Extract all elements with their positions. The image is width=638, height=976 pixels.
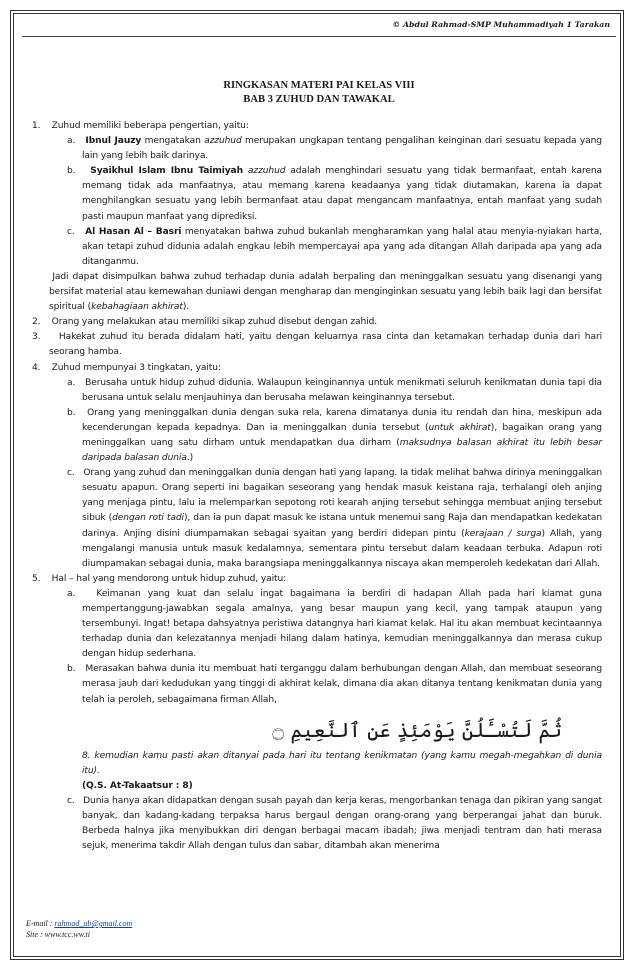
section-3: 3. Hakekat zuhud itu berada didalam hati, yaitu dengan keluarnya rasa cinta dan ketamakan terhadap dunia dari hari seorang hamba. bbox=[32, 332, 603, 358]
section-1-a: a. Ibnul Jauzy mengatakan azzuhud merupakan ungkapan tentang pengalihan keinginan dari sesuatu kepada yang lain yang lebih baik darinya. bbox=[67, 136, 602, 162]
section-4-a: a. Berusaha untuk hidup zuhud didunia. Walaupun keinginannya untuk menikmati seluruh kenikmatan dunia tapi dia berusana untuk selalu menjauhinya dan berusaha melawan keinginannya tersebut. bbox=[67, 377, 602, 403]
section-5-a: a. Keimanan yang kuat dan selalu ingat bagaimana ia berdiri di hadapan Allah pada hari kiamat guna mempertanggung-jawabkan segala amalnya, yang besar maupun yang kecil, yang tampak ataupun yang tersembunyi. Ingat! betapa dahsyatnya peristiwa datangnya hari kiamat kelak. Hal itu akan membuat kecintaannya terhadap dunia dan kelezatannya menjadi hilang dalam hatinya, kemudian meninggalkannya dan merasa cukup dengan hidup sederhana. bbox=[67, 588, 603, 660]
section-1-b: b. Syaikhul Islam Ibnu Taimiyah azzuhud adalah menghindari sesuatu yang tidak bermanfaat, entah karena memang tidak ada manfaatnya, atau memang karena keadaanya yang tidak diutamakan, karena ia dapat menghilangkan sesuatu yang lebih bermanfaat atau dapat mengancam manfaatnya, entah manfaat yang sudah pasti maupun manfaat yang diprediksi. bbox=[67, 166, 603, 222]
section-4-c: c. Orang yang zuhud dan meninggalkan dunia dengan hati yang lapang. Ia tidak melihat bahwa dirinya meninggalkan sesuatu apapun. Orang seperti ini bagaikan seseorang yang hendak masuk keistana raja, terhalangi oleh anjing yang menjaga pintu, lalu ia melemparkan sepotong roti kearah anjing tersebut sehingga membuat anjing tersebut sibuk (dengan roti tadi), dan ia pun dapat masuk ke istana untuk menemui sang Raja dan mendapatkan kedekatan darinya. Anjing disini diumpamakan sebagai syaitan yang berdiri didepan pintu (kerajaan / surga) Allah, yang mengalangi manusia untuk masuk kedalamnya, sementara pintu tersebut dalam keadaan terbuka. Adapun roti diumpamakan sebagai dunia, maka barangsiapa meninggalkannya niscaya akan memperoleh kedekatan dari Allah. bbox=[67, 468, 602, 569]
page-header: © Abdul Rahmad-SMP Muhammadiyah 1 Tarakan bbox=[392, 20, 610, 29]
footer-email: E-mail : rahmad_ub@gmail.com bbox=[26, 919, 133, 928]
page-footer bbox=[26, 918, 132, 940]
section-1-conclusion: Jadi dapat disimpulkan bahwa zuhud terhadap dunia adalah berpaling dan meninggalkan sesuatu yang disenangi yang bersifat material atau kemewahan duniawi dengan mengharap dan menginginkan sesuatu yang lebih baik lagi dan bersifat spiritual (kebahagiaan akhirat). bbox=[49, 271, 602, 313]
chapter-title: BAB 3 ZUHUD DAN TAWAKAL bbox=[243, 94, 395, 105]
quran-verse-arabic: ثُمَّ لَتُسْـَٔلُنَّ يَوْمَئِذٍ عَنِ ٱلنَّعِيمِ ۝ bbox=[272, 717, 562, 742]
section-5-b: b. Merasakan bahwa dunia itu membuat hati terganggu dalam berhubungan dengan Allah, dan membuat seseorang merasa jauh dari kedudukan yang tinggi di akhirat kelak, dimana dia akan ditanya tentang kenikmatan dunia yang telah ia peroleh, sebagaimana firman Allah, bbox=[67, 664, 603, 705]
verse-source: (Q.S. At-Takaatsur : 8) bbox=[82, 780, 193, 791]
section-1-c: c. Al Hasan Al – Basri menyatakan bahwa zuhud bukanlah mengharamkan yang halal atau menyia-nyiakan harta, akan tetapi zuhud didunia adalah engkau lebih mempercayai apa yang ada ditangan Allah daripada apa yang ada ditanganmu. bbox=[67, 226, 602, 267]
document-body bbox=[22, 119, 602, 854]
section-1: 1. Zuhud memiliki beberapa pengertian, yaitu: bbox=[32, 121, 249, 131]
section-4-b: b. Orang yang meninggalkan dunia dengan suka rela, karena dimatanya dunia itu rendah dan hina, meskipun ada kecenderungan kepada kepadnya. Dan ia meninggalkan dunia tersebut (untuk akhirat), bagaikan orang yang meninggalkan uang satu dirham untuk mendapatkan dua dirham (maksudnya balasan akhirat itu lebih besar daripada balasan dunia.) bbox=[67, 407, 602, 464]
header-rule bbox=[22, 36, 616, 37]
section-5-c: c. Dunia hanya akan didapatkan dengan susah payah dan kerja keras, mengorbankan tenaga dan pikiran yang sangat banyak, dan kadang-kadang terpaksa harus bergaul dengan orang-orang yang berperangai jahat dan buruk. Berbeda halnya jika menyibukkan diri dengan berbagai macam ibadah; jiwa menjadi tentram dan hati merasa sejuk, menerima takdir Allah dengan tulus dan sabar, ditambah akan menerima bbox=[67, 795, 603, 852]
section-2: 2. Orang yang melakukan atau memiliki sikap zuhud disebut dengan zahid. bbox=[32, 317, 378, 328]
document-title: RINGKASAN MATERI PAI KELAS VIII bbox=[223, 80, 415, 91]
section-4: 4. Zuhud mempunyai 3 tingkatan, yaitu: bbox=[32, 362, 221, 373]
footer-site: Site : www.tcc.ww.ti bbox=[26, 930, 90, 939]
email-link[interactable]: rahmad_ub@gmail.com bbox=[54, 919, 133, 928]
section-5: 5. Hal – hal yang mendorong untuk hidup zuhud, yaitu: bbox=[32, 573, 287, 584]
verse-translation: 8. kemudian kamu pasti akan ditanyai pada hari itu tentang kenikmatan (yang kamu megah-megahkan di dunia itu). bbox=[82, 750, 602, 776]
